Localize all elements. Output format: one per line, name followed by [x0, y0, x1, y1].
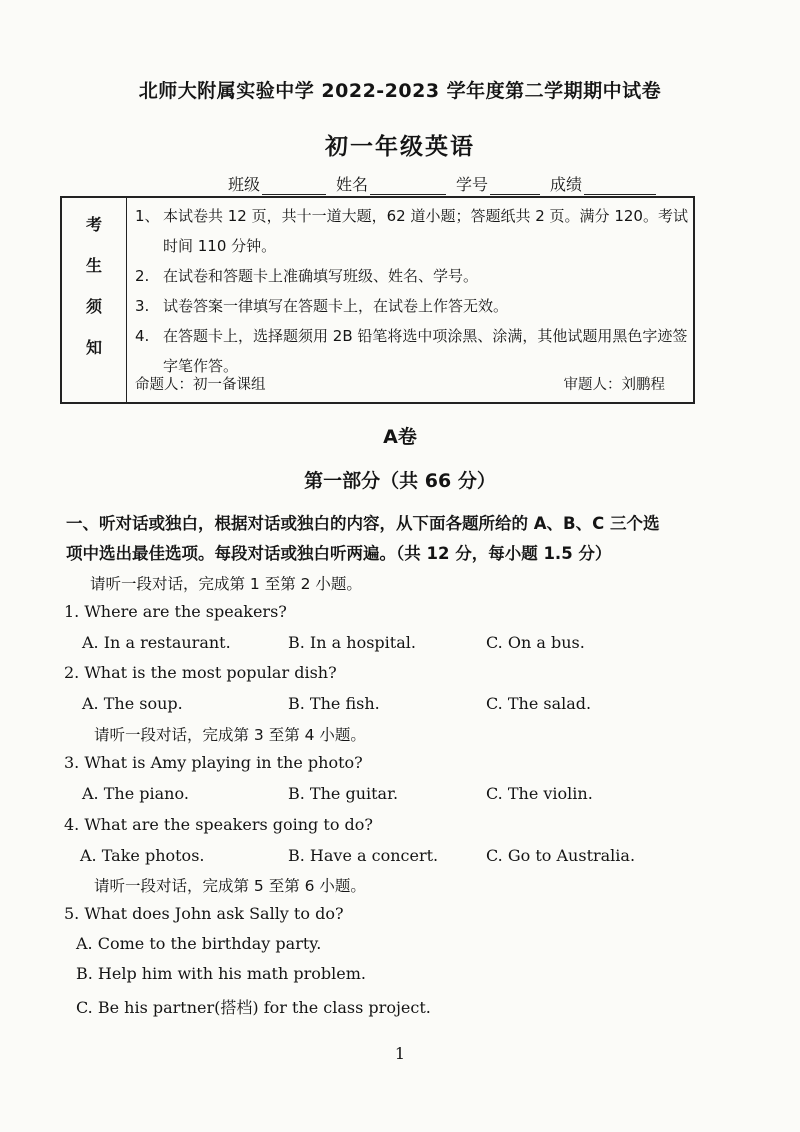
rule-number: 2.	[135, 267, 150, 285]
listening-prompt: 请听一段对话，完成第 3 至第 4 小题。	[94, 726, 366, 744]
rule-text: 在答题卡上，选择题须用 2B 铅笔将选中项涂黑、涂满，其他试题用黑色字迹签字笔作答。	[163, 327, 688, 375]
rule-text: 试卷答案一律填写在答题卡上，在试卷上作答无效。	[163, 297, 509, 315]
notice-rule	[135, 261, 693, 291]
part-heading: 第一部分（共 66 分）	[304, 470, 496, 492]
exam-subtitle: 初一年级英语	[325, 134, 475, 160]
instruction-line: 一、听对话或独白，根据对话或独白的内容，从下面各题所给的 A、B、C 三个选	[66, 514, 660, 533]
exam-title: 北师大附属实验中学 2022-2023 学年度第二学期期中试卷	[138, 80, 662, 102]
notice-char: 须	[85, 297, 102, 316]
notice-side-label	[62, 198, 127, 402]
option-b: B. The guitar.	[288, 784, 399, 803]
student-no-label: 学号	[456, 175, 489, 194]
class-blank	[262, 178, 326, 195]
option-a: A. The piano.	[82, 784, 189, 803]
option-b: B. The fish.	[288, 694, 380, 713]
rule-text: 在试卷和答题卡上准确填写班级、姓名、学号。	[163, 267, 479, 285]
notice-signers	[135, 370, 685, 400]
question-text: 3. What is Amy playing in the photo?	[64, 753, 363, 772]
score-label: 成绩	[550, 175, 583, 194]
option-a: A. The soup.	[82, 694, 183, 713]
option-c: C. The violin.	[486, 784, 593, 803]
rule-text: 本试卷共 12 页，共十一道大题，62 道小题；答题纸共 2 页。满分 120。考试时间 110 分钟。	[163, 207, 688, 255]
exam-author: 命题人：初一备课组	[135, 377, 266, 393]
page-number: 1	[394, 1044, 406, 1063]
name-label: 姓名	[336, 175, 369, 194]
class-label: 班级	[228, 175, 261, 194]
listening-prompt: 请听一段对话，完成第 1 至第 2 小题。	[90, 575, 362, 593]
notice-rule	[135, 291, 693, 321]
option-b: B. Have a concert.	[288, 846, 439, 865]
rule-number: 1、	[135, 207, 160, 225]
question-text: 4. What are the speakers going to do?	[64, 815, 373, 834]
section-instruction	[66, 509, 766, 569]
question-text: 5. What does John ask Sally to do?	[64, 904, 344, 923]
rule-number: 3.	[135, 297, 150, 315]
notice-char: 生	[85, 256, 102, 275]
instruction-line: 项中选出最佳选项。每段对话或独白听两遍。（共 12 分，每小题 1.5 分）	[66, 544, 612, 563]
option-c: C. Go to Australia.	[486, 846, 636, 865]
rule-number: 4.	[135, 327, 150, 345]
notice-rule	[135, 201, 693, 261]
exam-notice-box	[60, 196, 695, 404]
option-a: A. Take photos.	[80, 846, 205, 865]
option-b: B. Help him with his math problem.	[76, 964, 366, 983]
option-a: A. Come to the birthday party.	[76, 934, 322, 953]
name-blank	[370, 178, 446, 195]
question-text: 2. What is the most popular dish?	[64, 663, 337, 682]
listening-prompt: 请听一段对话，完成第 5 至第 6 小题。	[94, 877, 366, 895]
notice-char: 知	[85, 338, 102, 357]
notice-char: 考	[85, 215, 102, 234]
paper-section-label: A卷	[383, 426, 417, 448]
option-a: A. In a restaurant.	[82, 633, 231, 652]
option-c: C. On a bus.	[486, 633, 585, 652]
option-c: C. The salad.	[486, 694, 592, 713]
notice-content	[127, 198, 693, 402]
question-text: 1. Where are the speakers?	[64, 602, 287, 621]
option-c: C. Be his partner(搭档) for the class project.	[76, 998, 431, 1017]
student-info-fields	[228, 172, 666, 195]
option-b: B. In a hospital.	[288, 633, 416, 652]
score-blank	[584, 178, 656, 195]
student-no-blank	[490, 178, 540, 195]
exam-reviewer: 审题人：刘鹏程	[563, 377, 665, 393]
